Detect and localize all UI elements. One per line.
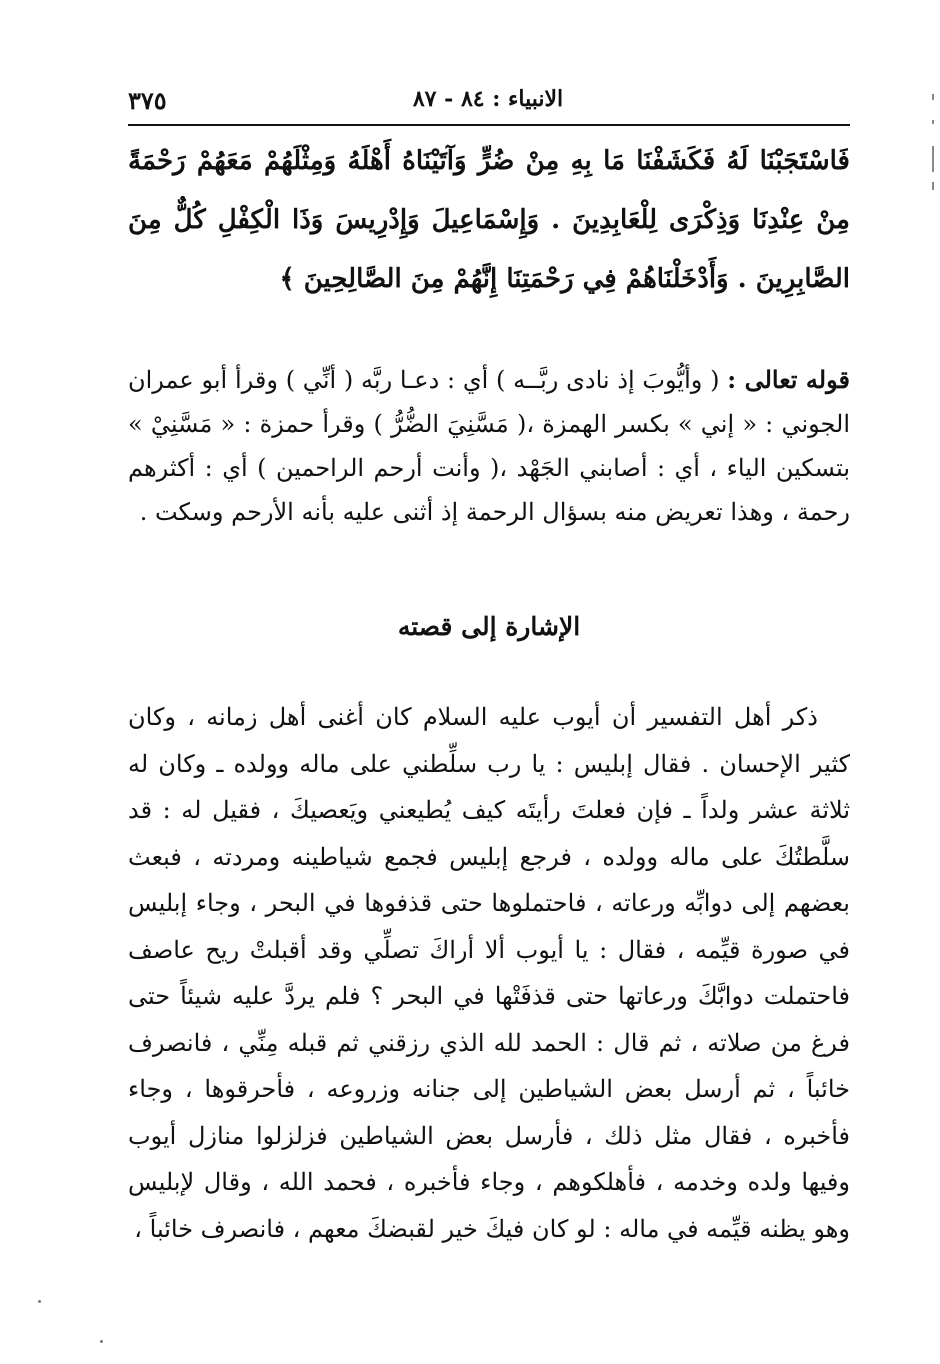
scan-speck bbox=[100, 1340, 103, 1343]
commentary-lead: قوله تعالى : bbox=[727, 365, 850, 394]
verse-text: فَاسْتَجَبْنَا لَهُ فَكَشَفْنَا مَا بِهِ مِنْ ضُرٍّ وَآتَيْنَاهُ أَهْلَهُ وَمِثْلَهُمْ مَعَهُمْ رَحْمَةً مِنْ عِنْدِنَا وَذِكْرَى لِلْعَابِدِينَ . وَإِسْمَاعِيلَ وَإِدْرِيسَ وَذَا الْكِفْلِ كُلٌّ مِنَ الصَّابِرِينَ . وَأَدْخَلْنَاهُمْ فِي رَحْمَتِنَا إِنَّهُمْ مِنَ الصَّالِحِينَ bbox=[128, 146, 850, 294]
margin-marks bbox=[922, 90, 940, 210]
running-head: الانبياء : ٨٤ - ٨٧ bbox=[412, 86, 564, 112]
scan-speck bbox=[38, 1300, 41, 1303]
commentary-paragraph bbox=[128, 358, 850, 534]
quran-verse bbox=[128, 132, 850, 309]
story-section bbox=[128, 694, 850, 1252]
verse-end-mark: ﴾ bbox=[279, 264, 295, 294]
story-paragraph: ذكر أهل التفسير أن أيوب عليه السلام كان أغنى أهل زمانه ، وكان كثير الإحسان . فقال إبليس : يا رب سلِّطني على ماله وولده ـ وكان له ثلاثة عشر ولداً ـ فإن فعلتَ رأيتَه كيف يُطيعني ويَعصيكَ ، فقيل له : قد سلَّطتُكَ على ماله وولده ، فرجع إبليس فجمع شياطينه ومردته ، فبعث بعضهم إلى دوابِّه ورعاته ، فاحتملوها حتى قذفوها في البحر ، وجاء إبليس في صورة قيِّمه ، فقال : يا أيوب ألا أراكَ تصلِّي وقد أقبلتْ ريح عاصف فاحتملت دوابَّكَ ورعاتها حتى قذفَتْها في البحر ؟ فلم يردَّ عليه شيئاً حتى فرغ من صلاته ، ثم قال : الحمد لله الذي رزقني ثم قبله مِنِّي ، فانصرف خائباً ، ثم أرسل بعض الشياطين إلى جنانه وزروعه ، فأحرقوها ، وجاء فأخبره ، فقال مثل ذلك ، فأرسل بعض الشياطين فزلزلوا منازل أيوب وفيها ولده وخدمه ، فأهلكوهم ، وجاء فأخبره ، فحمد الله ، وقال لإبليس وهو يظنه قيِّمه في ماله : لو كان فيكَ خير لقبضكَ معهم ، فانصرف خائباً ، bbox=[128, 703, 850, 1243]
section-title: الإشارة إلى قصته bbox=[397, 612, 581, 641]
page-header bbox=[128, 78, 848, 124]
page-number: ٣٧٥ bbox=[128, 86, 167, 115]
header-rule bbox=[128, 124, 850, 126]
commentary-text: ( وأيُّوبَ إذ نادى ربَّــه ) أي : دعـا ربَّه ( أنِّي ) وقرأ أبو عمران الجوني : « إني » بكسر الهمزة ،( مَسَّنِيَ الضُّرُّ ) وقرأ حمزة : « مَسَّنِيْ » بتسكين الياء ، أي : أصابني الجَهْد ،( وأنت أرحم الراحمين ) أي : أكثرهم رحمة ، وهذا تعريض منه بسؤال الرحمة إذ أثنى عليه بأنه الأرحم وسكت . bbox=[128, 366, 850, 526]
